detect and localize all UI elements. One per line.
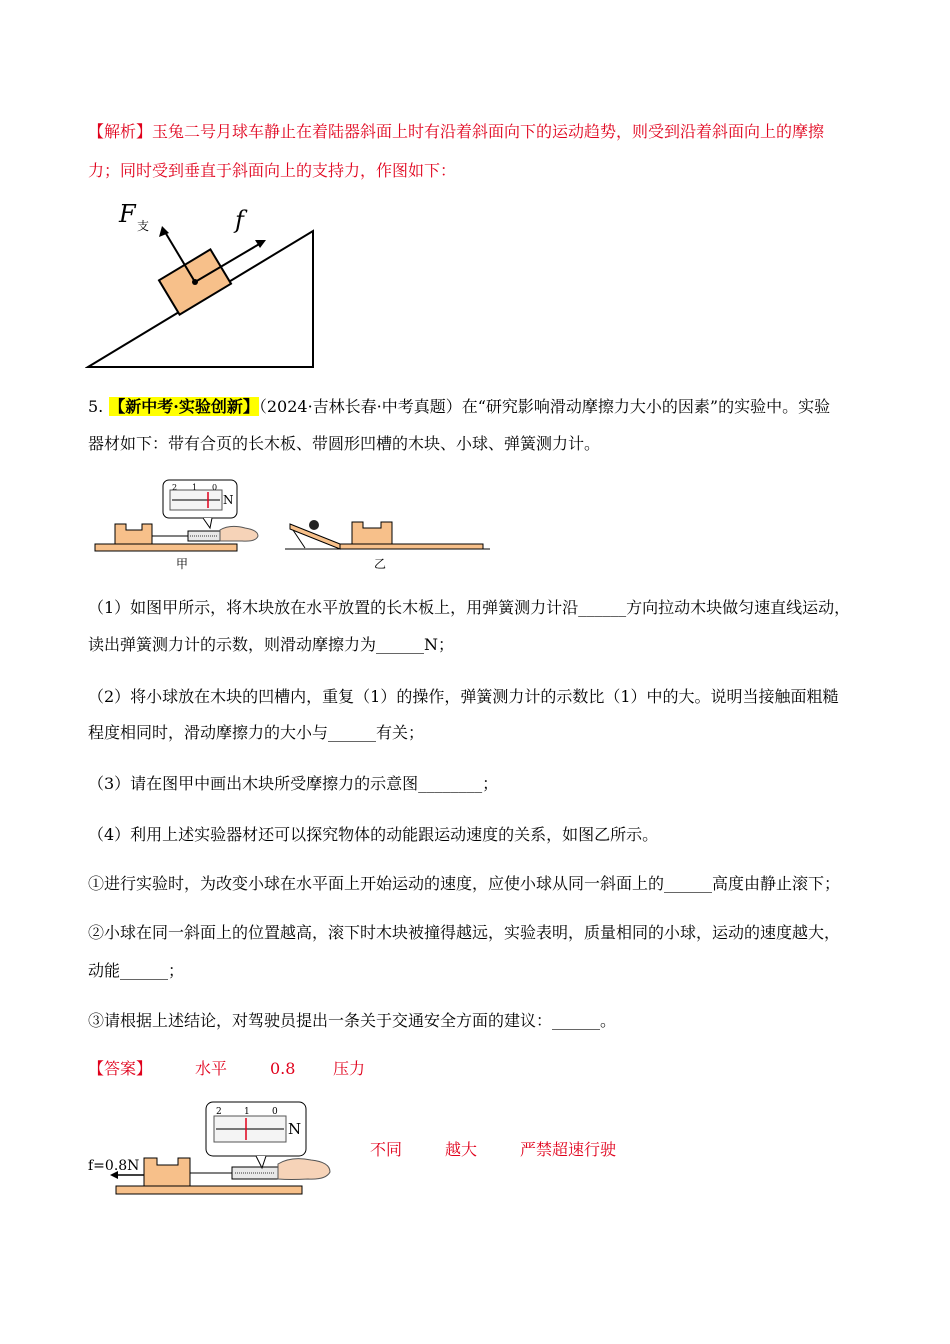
scale-mark-1: 1 (192, 483, 198, 492)
support-force-label: F (119, 200, 136, 228)
q1-line-b: 读出弹簧测力计的示数，则滑动摩擦力为______N； (88, 635, 455, 654)
yi-board (340, 544, 483, 549)
q4-line: （4）利用上述实验器材还可以探究物体的动能跟运动速度的关系，如图乙所示。 (88, 825, 659, 844)
analysis-line-2: 力；同时受到垂直于斜面向上的支持力，作图如下： (88, 161, 457, 180)
sub1-line: ①进行实验时，为改变小球在水平面上开始运动的速度，应使小球从同一斜面上的______高度由静止滚下； (88, 874, 841, 893)
friction-force-label: f (235, 206, 244, 234)
jia-block (115, 524, 152, 544)
ans-scale-mark-2: 2 (216, 1107, 222, 1117)
answer-1: 水平 (195, 1059, 228, 1078)
ans-scale-unit-N: N (288, 1120, 302, 1138)
ans-block (144, 1158, 190, 1186)
scale-mark-0: 0 (212, 483, 218, 492)
scale-mark-2: 2 (172, 483, 178, 492)
yi-block (352, 522, 392, 544)
support-force-subscript: 支 (137, 219, 150, 233)
answer-6: 严禁超速行驶 (520, 1140, 617, 1159)
answer-figure (86, 1100, 356, 1198)
ans-scale-mark-0: 0 (272, 1107, 278, 1117)
friction-force-arrowhead (255, 240, 266, 248)
force-label: f=0.8N (88, 1158, 140, 1174)
sub3-line: ③请根据上述结论，对驾驶员提出一条关于交通安全方面的建议：______。 (88, 1011, 617, 1030)
answer-2: 0.8 (270, 1059, 296, 1078)
incline-force-diagram (85, 196, 325, 371)
jia-board (95, 544, 237, 551)
sub2-line-a: ②小球在同一斜面上的位置越高，滚下时木块被撞得越远，实验表明，质量相同的小球，运动的速度越大， (88, 923, 841, 942)
jia-label: 甲 (176, 557, 189, 571)
ans-scale-mark-1: 1 (244, 1107, 250, 1117)
q3-line: （3）请在图甲中画出木块所受摩擦力的示意图________； (88, 774, 499, 793)
answer-3: 压力 (333, 1059, 366, 1078)
experiment-figure (90, 478, 490, 576)
analysis-line-1: 【解析】玉兔二号月球车静止在着陆器斜面上时有沿着斜面向下的运动趋势，则受到沿着斜面向上的摩擦 (88, 122, 825, 141)
scale-unit-N: N (223, 493, 234, 507)
q2-line-a: （2）将小球放在木块的凹槽内，重复（1）的操作，弹簧测力计的示数比（1）中的大。说明当接触面粗糙 (88, 687, 839, 706)
yi-label: 乙 (374, 557, 387, 571)
answer-label: 【答案】 (88, 1059, 153, 1078)
q1-line-a: （1）如图甲所示，将木块放在水平放置的长木板上，用弹簧测力计沿______方向拉动木块做匀速直线运动， (88, 598, 851, 617)
question-5-line-1 (88, 396, 830, 418)
answer-5: 越大 (445, 1140, 478, 1159)
question-tag: 【新中考·实验创新】 (109, 397, 259, 416)
question-number: 5. (88, 397, 104, 416)
jia-hand (220, 526, 258, 541)
sub2-line-b: 动能______； (88, 961, 185, 980)
question-5-line-2: 器材如下：带有合页的长木板、带圆形凹槽的木块、小球、弹簧测力计。 (88, 434, 601, 453)
ans-board (116, 1186, 302, 1194)
answer-4: 不同 (370, 1140, 403, 1159)
question-intro-1: （2024·吉林长春·中考真题）在“研究影响滑动摩擦力大小的因素”的实验中。实验 (258, 397, 831, 416)
yi-ball (309, 520, 319, 530)
ans-hand (278, 1159, 330, 1180)
q2-line-b: 程度相同时，滑动摩擦力的大小与______有关； (88, 723, 425, 742)
